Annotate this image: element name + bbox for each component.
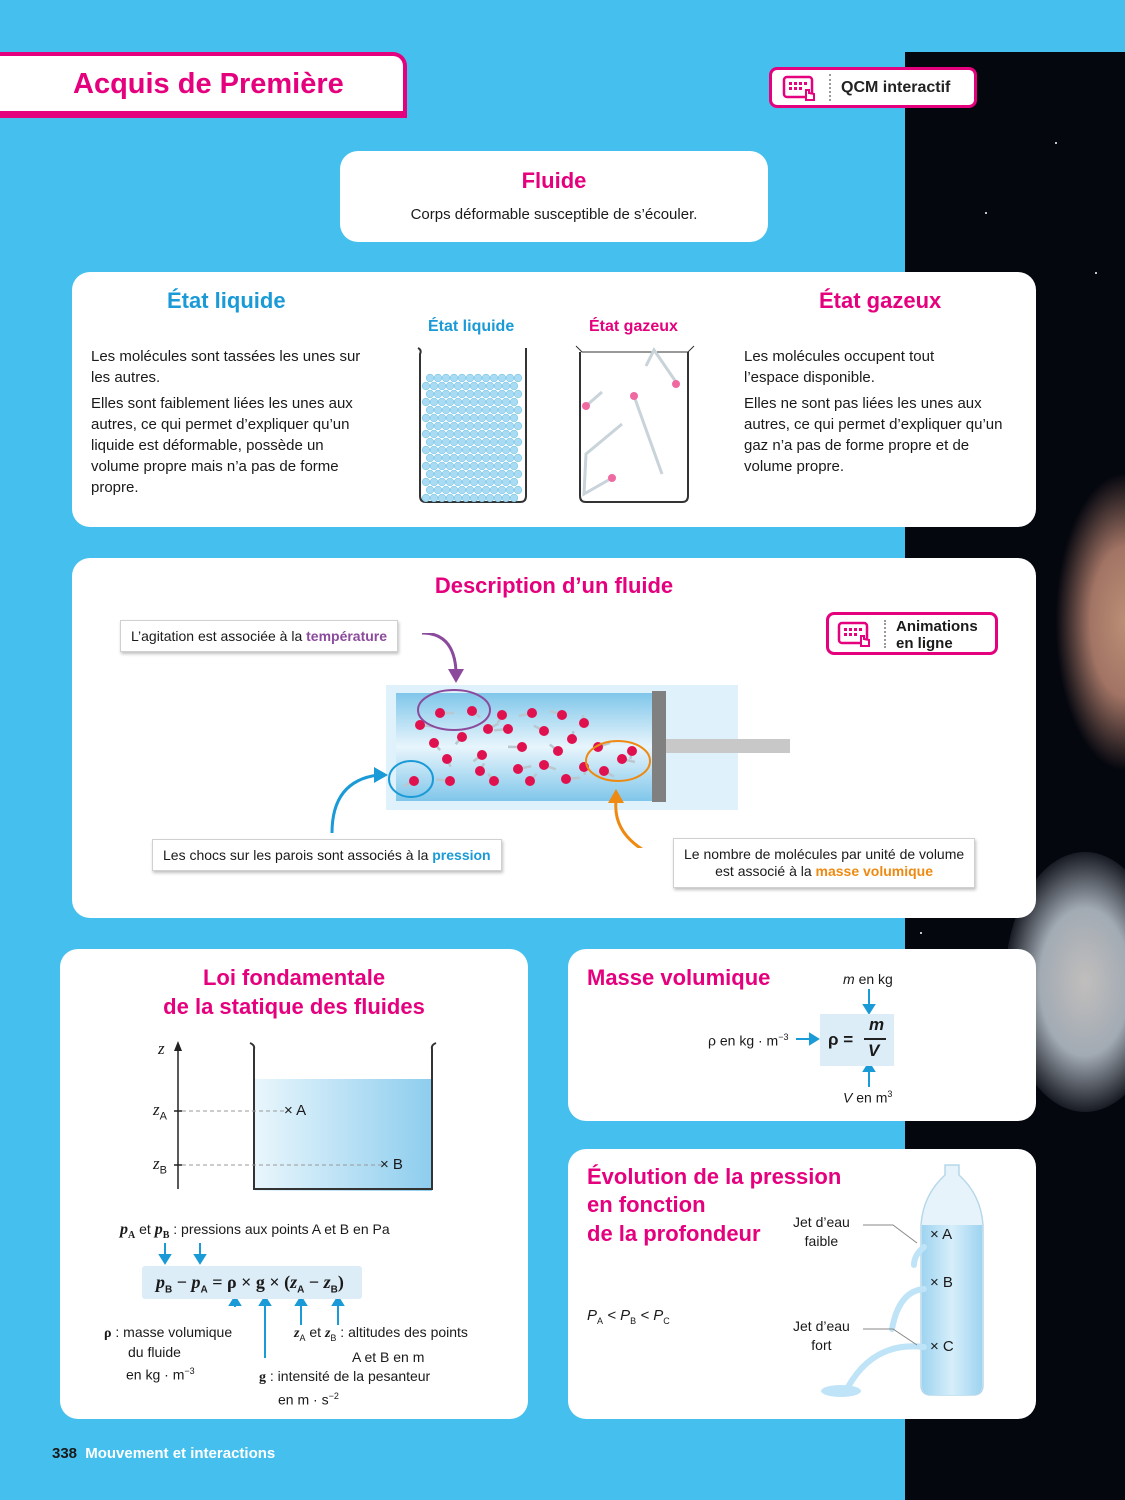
gazeux-text-2: Elles ne sont pas liées les unes aux autres, ce qui permet d’expliquer qu’un gaz n’a pas de forme propre et de volume propre. xyxy=(744,395,1003,475)
water-bottle-diagram xyxy=(813,1159,993,1409)
loi-fondamentale-card xyxy=(60,949,528,1419)
loi-title-2: de la statique des fluides xyxy=(163,994,425,1019)
gazeux-text-1: Les molécules occupent tout l’espace disponible. xyxy=(744,348,935,386)
animations-en-ligne-button[interactable] xyxy=(826,612,998,655)
description-title: Description d’un fluide xyxy=(434,573,674,598)
section-title-tab xyxy=(0,52,407,118)
axis-z-label: z xyxy=(158,1039,165,1058)
masse-volumique-keyword: masse volumique xyxy=(815,863,934,879)
beaker-liquide-label: État liquide xyxy=(428,318,515,335)
point-b-label: × B xyxy=(380,1156,403,1173)
fluide-title: Fluide xyxy=(521,168,587,193)
jet-fort-label: Jet d’eau fort xyxy=(793,1318,850,1353)
page-title: Acquis de Première xyxy=(73,68,344,100)
fluide-definition: Corps déformable susceptible de s’écouler. xyxy=(410,206,698,223)
m-unit-label: m en kg xyxy=(843,971,893,987)
pressure-inequality: $P_A < P_B < P_C$ xyxy=(587,1307,670,1326)
page-footer xyxy=(52,1445,275,1462)
jet-faible-label: Jet d’eau faible xyxy=(793,1214,850,1249)
description-card xyxy=(72,558,1036,918)
beaker-liquide-diagram xyxy=(412,344,532,504)
fluide-card xyxy=(340,151,768,242)
masse-volumique-card xyxy=(568,949,1036,1121)
beaker-gazeux-diagram xyxy=(572,344,697,504)
evolution-title-2: en fonction xyxy=(587,1192,706,1217)
pascal-formula: $p_B - p_A = \rho \times g \times (z_A - z_B)$ xyxy=(142,1266,362,1299)
touch-screen-icon xyxy=(782,74,822,104)
point-a-label: × A xyxy=(284,1102,307,1119)
page-number: 338 xyxy=(52,1445,78,1462)
animations-label-1: Animations xyxy=(896,618,978,635)
rho-legend: ρ : masse volumique du fluide en kg · $m^{-3}$ xyxy=(104,1324,233,1383)
loi-title-1: Loi fondamentale xyxy=(202,965,386,990)
z-a-label: $z_A$ xyxy=(153,1100,167,1123)
liquide-text-1: Les molécules sont tassées les unes sur les autres. xyxy=(91,348,361,386)
rho-unit-label: ρ en kg · $m^{-3}$ xyxy=(708,1032,789,1049)
etats-card xyxy=(72,272,1036,527)
bottle-point-c: × C xyxy=(930,1338,954,1355)
v-unit-label: V en $m^3$ xyxy=(843,1089,893,1106)
liquide-text-2: Elles sont faiblement liées les unes aux autres, ce qui permet d’expliquer qu’un liquide est déformable, possède un volume propre mais n’a pas de forme propre. xyxy=(91,395,353,496)
bottle-point-a: × A xyxy=(930,1226,953,1243)
agitation-label: L’agitation est associée à la température xyxy=(120,620,398,652)
z-b-label: $z_B$ xyxy=(153,1154,167,1177)
evolution-title-1: Évolution de la pression xyxy=(587,1164,842,1189)
evolution-pression-card xyxy=(568,1149,1036,1419)
nombre-molecules-label: Le nombre de molécules par unité de volume est associé à la masse volumique xyxy=(673,838,975,888)
pressions-legend: $p_A$ et $p_B$ : pressions aux points A et B en Pa xyxy=(120,1221,390,1242)
qcm-label: QCM interactif xyxy=(841,79,951,96)
rho-formula: ρ = m V xyxy=(820,1014,894,1066)
g-legend: g : intensité de la pesanteur en $m \cdot s^{-2}$ xyxy=(259,1368,431,1408)
evolution-title-3: de la profondeur xyxy=(587,1221,761,1246)
masse-volumique-title: Masse volumique xyxy=(587,965,771,990)
piston-cylinder-diagram xyxy=(322,633,802,848)
beaker-gazeux-label: État gazeux xyxy=(589,318,678,335)
gazeux-title: État gazeux xyxy=(819,288,942,313)
qcm-interactif-button[interactable] xyxy=(769,67,977,108)
altitudes-legend: $z_A$ et $z_B$ : altitudes des points A et B en m xyxy=(294,1324,468,1365)
animations-label-2: en ligne xyxy=(896,635,953,652)
temperature-keyword: température xyxy=(306,628,388,644)
bottle-point-b: × B xyxy=(930,1274,953,1291)
touch-screen-icon xyxy=(837,620,877,650)
chocs-label: Les chocs sur les parois sont associés à la pression xyxy=(152,839,502,871)
pression-keyword: pression xyxy=(432,847,491,863)
section-name: Mouvement et interactions xyxy=(85,1445,276,1462)
liquide-title: État liquide xyxy=(167,288,286,313)
